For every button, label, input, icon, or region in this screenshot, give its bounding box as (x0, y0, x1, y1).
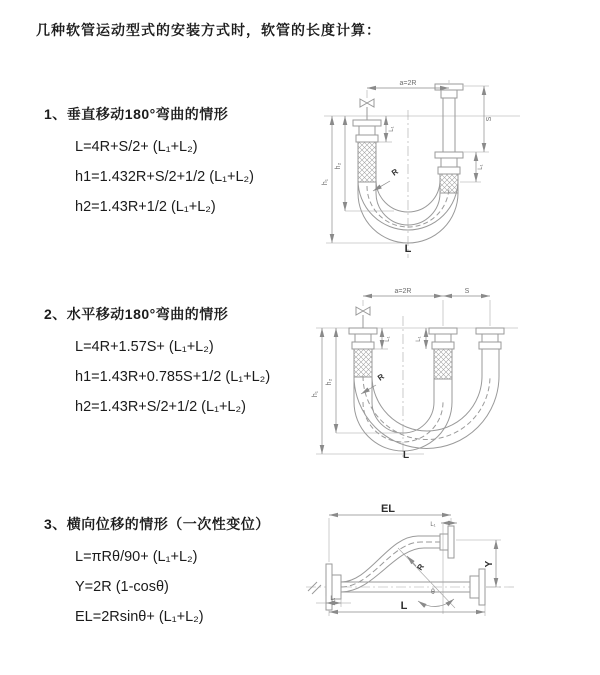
dim-label-s: S (486, 116, 493, 122)
flange-plate (476, 328, 504, 334)
flange-collar (352, 342, 374, 349)
braid-section (434, 349, 452, 379)
valve-icon (360, 99, 374, 107)
formula-line: L=4R+1.57S+ (L₁+L₂) (75, 339, 214, 355)
dim-label-h1: h₁ (312, 390, 319, 398)
break-mark-icon (308, 582, 321, 594)
d2-hose-drawing (349, 300, 504, 451)
section-horizontal-movement (44, 304, 270, 422)
flange-collar (479, 342, 501, 349)
flange-plate (349, 328, 377, 334)
dim-label-el: EL (380, 503, 396, 515)
section-2-formulas (44, 332, 270, 422)
radius-label: R (389, 166, 400, 178)
dim-label-a2r: a=2R (399, 80, 417, 87)
length-label: L (400, 600, 408, 612)
flange-plate (479, 569, 485, 605)
dim-label-l1-mid: L₁ (416, 336, 422, 342)
length-label: L (402, 450, 410, 461)
flange-plate (448, 526, 454, 558)
section-1-heading: 1、垂直移动180°弯曲的情形 (44, 106, 229, 122)
dim-label-l1-top: L₁ (430, 522, 436, 528)
section-3-heading: 3、横向位移的情形（一次性变位） (44, 516, 270, 532)
diagram-lateral-displacement (300, 500, 572, 662)
dim-label-h1: h₁ (322, 178, 329, 186)
flange-collar (356, 135, 378, 142)
dim-label-l1-left: L₁ (385, 336, 391, 342)
hose-arc-moved (372, 376, 482, 431)
braid-section (354, 349, 372, 377)
flange-plate (429, 328, 457, 334)
d1-centerlines (324, 110, 520, 258)
dim-label-s: S (464, 288, 470, 295)
dim-label-l1-left: L₁ (389, 126, 395, 132)
flange-plate (435, 152, 463, 158)
flange-hub (359, 126, 375, 135)
section-3-formulas (44, 542, 270, 632)
d3-dimensions (316, 503, 501, 616)
radius-label: R (375, 371, 386, 383)
dim-label-l1-right: L₁ (478, 164, 484, 170)
flange-hub (441, 158, 457, 167)
flange-hub (440, 534, 448, 550)
dim-label-h2: h₂ (326, 378, 333, 386)
d2-dimensions (312, 288, 490, 461)
d1-dimensions (322, 80, 493, 255)
page-title: 几种软管运动型式的安装方式时，软管的长度计算： (36, 22, 381, 38)
flange-collar (438, 167, 460, 174)
formula-line: L=4R+S/2+ (L₁+L₂) (75, 139, 198, 155)
flange-collar (432, 342, 454, 349)
diagram-horizontal-180-ubend (306, 282, 551, 462)
formula-line: L=πRθ/90+ (L₁+L₂) (75, 549, 198, 565)
dim-label-y: Y (484, 560, 495, 568)
angle-label: θ (431, 589, 435, 596)
valve-icon (356, 307, 370, 315)
hose-wall (341, 548, 440, 592)
dim-label-a2r: a=2R (394, 288, 412, 295)
flange-hub (355, 334, 371, 342)
section-vertical-movement (44, 104, 254, 222)
braid-section (358, 142, 376, 182)
flange-hub (470, 576, 479, 598)
angle-arc (418, 599, 454, 607)
length-label: L (404, 243, 412, 255)
formula-line: h2=1.43R+S/2+1/2 (L₁+L₂) (75, 399, 246, 415)
diagram-vertical-180-ubend (312, 70, 547, 265)
formula-line: h1=1.43R+0.785S+1/2 (L₁+L₂) (75, 369, 271, 385)
flange-hub (482, 334, 498, 342)
section-lateral-displacement (44, 514, 270, 632)
dim-label-h2: h₂ (335, 162, 342, 170)
hose-arc-moved (354, 376, 499, 448)
section-1-formulas (44, 132, 254, 222)
flange-hub (441, 90, 457, 98)
radius-label: R (415, 562, 426, 573)
dim-label-l1-left: L₁ (330, 596, 336, 602)
formula-line: Y=2R (1-cosθ) (75, 579, 169, 595)
hose-wall (341, 536, 440, 582)
formula-line: h1=1.432R+S/2+1/2 (L₁+L₂) (75, 169, 255, 185)
flange-hub (435, 334, 451, 342)
section-2-heading: 2、水平移动180°弯曲的情形 (44, 306, 229, 322)
formula-line: EL=2Rsinθ+ (L₁+L₂) (75, 609, 204, 625)
flange-plate (353, 120, 381, 126)
formula-line: h2=1.43R+1/2 (L₁+L₂) (75, 199, 216, 215)
flange-plate (435, 84, 463, 90)
